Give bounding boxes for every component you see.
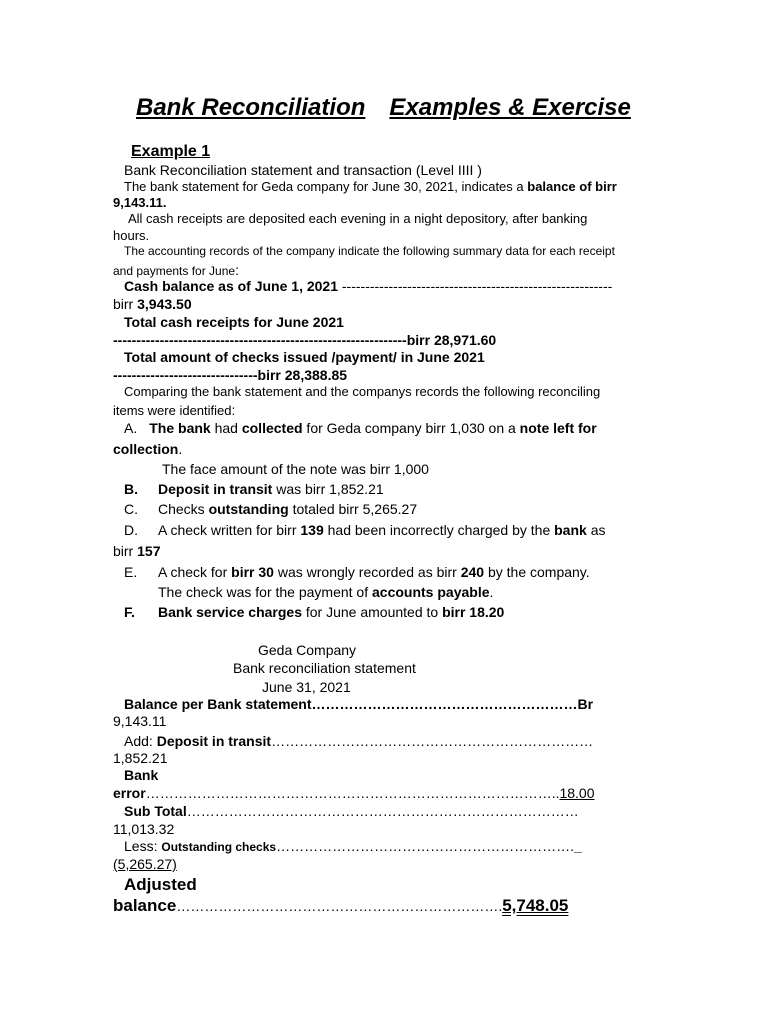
checks-label: Total amount of checks issued /payment/ in June 2021 xyxy=(124,349,485,365)
item-e-text-1: A check for xyxy=(158,564,232,580)
add-label: Add: xyxy=(124,733,157,749)
paragraph-records-2 xyxy=(113,262,239,279)
p1-balance: 9,143.11. xyxy=(113,195,167,210)
cash-balance-label: Cash balance as of June 1, 2021 xyxy=(124,278,338,294)
item-e xyxy=(124,564,590,580)
item-f-charges: Bank service charges xyxy=(158,604,302,620)
deposit-transit-line xyxy=(124,733,593,749)
item-d-continued xyxy=(113,543,160,559)
bank-balance-value: 9,143.11 xyxy=(113,713,167,729)
adjusted-dots: ……………………………………………………………. xyxy=(176,898,503,914)
statement-date: June 31, 2021 xyxy=(262,679,351,695)
item-f-amount: birr 18.20 xyxy=(442,604,505,620)
item-a-collection: collection xyxy=(113,441,179,457)
item-c-text: totaled birr 5,265.27 xyxy=(288,501,418,517)
bank-balance-br: Br xyxy=(577,696,594,712)
item-f-letter: F. xyxy=(124,604,135,620)
item-c-letter: C. xyxy=(124,501,138,517)
receipts-label: Total cash receipts for June 2021 xyxy=(124,314,344,330)
item-c-outstanding: outstanding xyxy=(208,501,289,517)
item-a-continued xyxy=(113,441,182,457)
bank-error-label: Bank xyxy=(124,767,159,783)
item-f xyxy=(124,604,504,620)
item-b xyxy=(124,481,384,497)
balance-label: balance xyxy=(113,896,177,915)
paragraph-statement xyxy=(124,180,617,195)
bank-balance-label: Balance per Bank statement xyxy=(124,696,312,712)
error-label: error xyxy=(113,785,146,801)
item-c xyxy=(124,501,417,517)
bank-balance-line xyxy=(124,696,593,712)
item-e-letter: E. xyxy=(124,564,138,580)
item-f-text: for June amounted to xyxy=(301,604,443,620)
cash-balance-value-line xyxy=(113,296,192,312)
paragraph-deposits-2: hours. xyxy=(113,228,150,243)
receipts-value: ---------------------------------------------------------------birr 28,971.60 xyxy=(113,332,497,348)
item-a-bank: The bank xyxy=(149,420,211,436)
outstanding-checks-dash: _ xyxy=(573,838,582,854)
item-d-157: 157 xyxy=(137,543,161,559)
compare-colon: : xyxy=(231,402,236,418)
item-a-had: had xyxy=(210,420,242,436)
paragraph-deposits-1: All cash receipts are deposited each evening in a night depository, after banking xyxy=(128,211,588,226)
item-a-text: for Geda company birr 1,030 on a xyxy=(302,420,520,436)
item-e-text-4: The check was for the payment of xyxy=(158,584,372,600)
compare-text: items were identified xyxy=(113,403,232,418)
item-e-period: . xyxy=(489,584,494,600)
item-e-continued xyxy=(158,584,493,600)
item-a-period: . xyxy=(178,441,183,457)
bank-error-value: 18.00 xyxy=(559,785,595,801)
example-heading: Example 1 xyxy=(131,143,211,160)
item-d-139: 139 xyxy=(300,522,324,538)
statement-title: Bank reconciliation statement xyxy=(233,660,416,676)
item-e-text-2: was wrongly recorded as birr xyxy=(273,564,461,580)
subtotal-dots: ………………………………………………………………………… xyxy=(186,803,579,819)
adjusted-balance-line xyxy=(113,896,568,916)
outstanding-checks-label: Outstanding checks xyxy=(161,840,277,854)
item-a-face: The face amount of the note was birr 1,000 xyxy=(162,461,429,477)
item-a-letter: A. xyxy=(124,420,138,436)
item-e-ap: accounts payable xyxy=(372,584,490,600)
item-a-collected: collected xyxy=(241,420,303,436)
cash-balance-dashes: ---------------------------------------------------------- xyxy=(338,278,613,294)
bank-error-line xyxy=(113,785,595,801)
adjusted-balance-value: 5,748.05 xyxy=(502,896,569,915)
p1-text: The bank statement for Geda company for June 30, 2021, indicates a xyxy=(124,179,528,194)
item-e-text-3: by the company. xyxy=(484,564,590,580)
item-d xyxy=(124,522,606,538)
subtitle: Bank Reconciliation statement and transaction (Level IIII ) xyxy=(124,162,482,178)
item-d-text-2: had been incorrectly charged by the xyxy=(323,522,555,538)
p3-colon: : xyxy=(235,262,239,278)
subtotal-value: 11,013.32 xyxy=(113,821,175,837)
deposit-transit-label: Deposit in transit xyxy=(156,733,272,749)
subtotal-label: Sub Total xyxy=(124,803,187,819)
compare-line-1: Comparing the bank statement and the companys records the following reconciling xyxy=(124,384,601,399)
compare-line-2 xyxy=(113,402,235,419)
bank-balance-dots: ………………………………………………… xyxy=(311,696,578,712)
deposit-transit-value: 1,852.21 xyxy=(113,750,168,766)
title-part-2: Examples & Exercise xyxy=(389,94,631,121)
cash-balance-value: 3,943.50 xyxy=(137,296,192,312)
outstanding-checks-dots: ………………………………………………………. xyxy=(276,838,574,854)
item-a-note: note left for xyxy=(519,420,597,436)
item-c-checks: Checks xyxy=(158,501,209,517)
subtotal-line xyxy=(124,803,579,819)
item-e-240: 240 xyxy=(460,564,485,580)
error-dots: …………………………………………………………………………….. xyxy=(145,785,560,801)
item-d-as: as xyxy=(586,522,606,538)
deposit-transit-dots: …………………………………………………………… xyxy=(271,733,594,749)
less-label: Less: xyxy=(124,838,162,854)
item-d-letter: D. xyxy=(124,522,138,538)
adjusted-label: Adjusted xyxy=(124,875,197,894)
item-d-birr: birr xyxy=(113,543,138,559)
cash-balance-birr: birr xyxy=(113,296,138,312)
item-b-letter: B. xyxy=(124,481,138,497)
title-part-1: Bank Reconciliation xyxy=(136,94,366,121)
p3-text: and payments for June xyxy=(113,264,236,278)
company-name: Geda Company xyxy=(258,642,357,658)
checks-value: -------------------------------birr 28,388.85 xyxy=(113,367,348,383)
item-b-deposit: Deposit in transit xyxy=(158,481,273,497)
item-e-birr30: birr 30 xyxy=(231,564,274,580)
page-title xyxy=(136,94,631,122)
cash-balance-line xyxy=(124,278,612,294)
item-a xyxy=(124,420,597,436)
outstanding-checks-line xyxy=(124,838,582,855)
p1-bold: balance of birr xyxy=(527,179,617,194)
paragraph-records-1: The accounting records of the company indicate the following summary data for each receipt xyxy=(124,244,615,258)
item-b-text: was birr 1,852.21 xyxy=(272,481,384,497)
outstanding-checks-value: (5,265.27) xyxy=(113,856,177,872)
item-d-text-1: A check written for birr xyxy=(158,522,301,538)
item-d-bank: bank xyxy=(554,522,587,538)
